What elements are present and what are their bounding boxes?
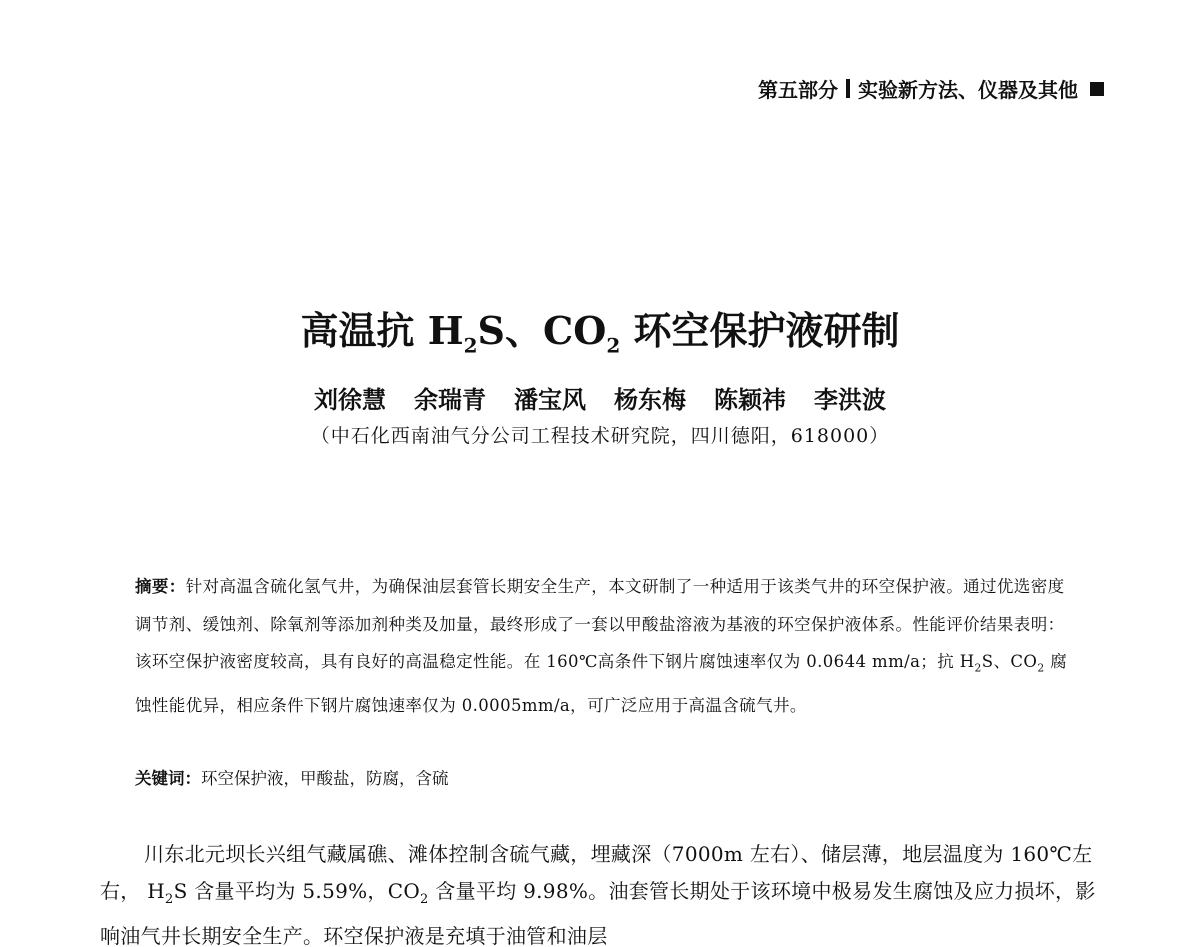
section-label: 第五部分	[758, 78, 838, 102]
abstract	[135, 568, 1080, 724]
running-header	[758, 74, 1104, 103]
body-text: 川东北元坝长兴组气藏属礁、滩体控制含硫气藏，埋藏深（7000m 左右）、储层薄，地层温度为 160℃左右， H	[100, 842, 1093, 903]
abstract-subscript: 2	[1037, 661, 1045, 675]
author-name: 刘徐慧	[314, 386, 386, 414]
title-text: 高温抗 H	[300, 308, 464, 353]
square-marker-icon	[1090, 82, 1104, 96]
header-separator	[846, 79, 850, 98]
section-topic: 实验新方法、仪器及其他	[858, 78, 1078, 102]
title-subscript: 2	[606, 333, 621, 358]
abstract-text: S、CO	[981, 652, 1038, 671]
title-text: S、CO	[477, 308, 607, 353]
title-text: 环空保护液研制	[620, 308, 900, 353]
abstract-label: 摘要：	[135, 577, 186, 596]
body-subscript: 2	[420, 892, 429, 907]
title-subscript: 2	[463, 333, 478, 358]
author-name: 陈颖祎	[714, 386, 786, 414]
author-list	[0, 380, 1200, 415]
body-subscript: 2	[165, 892, 174, 907]
author-name: 余瑞青	[414, 386, 486, 414]
affiliation: （中石化西南油气分公司工程技术研究院，四川德阳，618000）	[310, 425, 890, 447]
abstract-text: 针对高温含硫化氢气井，为确保油层套管长期安全生产，本文研制了一种适用于该类气井的环空保护液。通过优选密度调节剂、缓蚀剂、除氧剂等添加剂种类及加量，最终形成了一套以甲酸盐溶液为基液的环空保护液体系。性能评价结果表明：该环空保护液密度较高，具有良好的高温稳定性能。在 160℃高条件下钢片腐蚀速率仅为 0.0644 mm/a；抗 H	[135, 577, 1065, 671]
abstract-subscript: 2	[974, 661, 982, 675]
author-name: 杨东梅	[614, 386, 686, 414]
keywords-text: 环空保护液，甲酸盐，防腐，含硫	[201, 769, 449, 788]
author-name: 李洪波	[814, 386, 886, 414]
body-text: 含量平均 9.98%。油套管长期处于该环境中极易发生腐蚀及应力损坏，影响油气井长期安全生产。环空保护液是充填于油管和油层	[100, 879, 1096, 947]
body-paragraph	[100, 836, 1110, 947]
author-name: 潘宝风	[514, 386, 586, 414]
body-text: S 含量平均为 5.59%，CO	[173, 879, 421, 903]
keywords-label: 关键词：	[135, 769, 201, 788]
abstract-text: 腐蚀性能优异，相应条件下钢片腐蚀速率仅为 0.0005mm/a，可广泛应用于高温含硫气井。	[135, 652, 1068, 715]
paper-title	[0, 300, 1200, 358]
keywords	[135, 764, 1080, 794]
